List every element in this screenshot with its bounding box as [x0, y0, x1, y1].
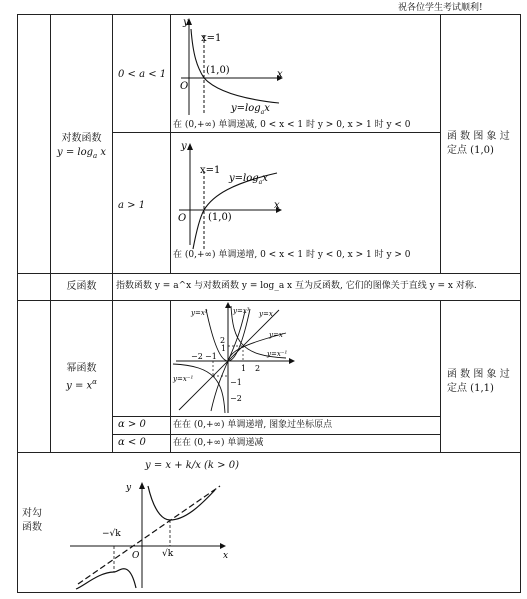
log-name-formula: $y = \log_a x$	[56, 147, 107, 160]
log1-y-label: y	[183, 17, 189, 28]
inverse-description: 指数函数 y = a^x 与对数函数 y = log_a x 互为反函数, 它们的图像关于直线 y = x 对称.	[116, 281, 477, 291]
inverse-name: 反函数	[66, 281, 97, 292]
log1-x-label: x	[277, 69, 283, 80]
log2-origin: O	[178, 213, 187, 224]
label-n1: −1	[205, 352, 217, 361]
power-name-line1: 幂函数	[66, 363, 97, 374]
hook-formula: y = x + k/x (k > 0)	[145, 460, 239, 471]
label-n2: −2	[191, 352, 203, 361]
log2-x-label: x	[274, 200, 280, 211]
log2-point-label: (1,0)	[208, 212, 232, 223]
label-p2: 2	[255, 364, 261, 373]
log2-asym-label: x=1	[200, 165, 221, 176]
label-y-xm1: y=x⁻¹	[267, 350, 288, 358]
hook-y-label: y	[126, 483, 132, 493]
label-p1: 1	[241, 364, 247, 373]
power-desc1: 在在 (0,+∞) 单调递增, 图象过坐标原点	[173, 420, 333, 430]
log1-curve-label: $y=\log_ax$	[231, 103, 270, 116]
hook-function-graph	[60, 476, 260, 590]
power-cond2: α < 0	[118, 437, 146, 448]
power-name-formula: $y = x^\alpha$	[66, 378, 97, 392]
label-y-xhalf: y=x	[269, 331, 283, 339]
log1-origin: O	[180, 81, 189, 92]
log-case1-description: 在 (0,+∞) 单调递减, 0 < x < 1 时 y > 0, x > 1 时 y < 0	[173, 120, 411, 130]
hook-x-label: x	[223, 551, 229, 561]
label-y-x2: y=x²	[191, 309, 208, 317]
power-note-line1: 函 数 图 象 过	[447, 369, 510, 380]
log1-point-label: (1,0)	[206, 65, 230, 76]
log-graph-increasing	[171, 133, 440, 258]
hook-name-line2: 函数	[22, 522, 42, 533]
log2-y-label: y	[181, 141, 187, 152]
label-ym1: −1	[230, 378, 242, 387]
log-name-line1: 对数函数	[61, 133, 102, 144]
label-y1: 1	[221, 344, 227, 353]
power-note-line2: 定点 (1,1)	[447, 383, 494, 394]
label-ym2: −2	[230, 394, 242, 403]
log-case2-description: 在 (0,+∞) 单调递增, 0 < x < 1 时 y < 0, x > 1 时 y > 0	[173, 250, 411, 260]
label-y2: 2	[220, 336, 226, 345]
header-note: 祝各位学生考试顺利!	[398, 3, 483, 13]
log-graph-decreasing	[171, 15, 440, 132]
hook-neg-root: −√k	[102, 529, 121, 539]
power-function-graph	[171, 301, 440, 415]
label-y-xm1b: y=x⁻¹	[173, 375, 194, 383]
power-cond1: α > 0	[118, 419, 146, 430]
log-case1-condition: 0 < a < 1	[118, 69, 167, 80]
hook-origin: O	[132, 551, 140, 561]
power-desc2: 在在 (0,+∞) 单调递减	[173, 438, 264, 448]
log2-curve-label: $y=\log_ax$	[229, 173, 268, 186]
log-note-line1: 函 数 图 象 过	[447, 131, 510, 142]
hook-name-line1: 对勾	[22, 508, 42, 519]
label-y-x: y=x	[259, 310, 273, 318]
log-note-line2: 定点 (1,0)	[447, 145, 494, 156]
label-y-x3: y=x³	[233, 307, 250, 315]
log1-asym-label: x=1	[201, 33, 222, 44]
hook-pos-root: √k	[162, 549, 174, 559]
log-case2-condition: a > 1	[118, 200, 146, 211]
